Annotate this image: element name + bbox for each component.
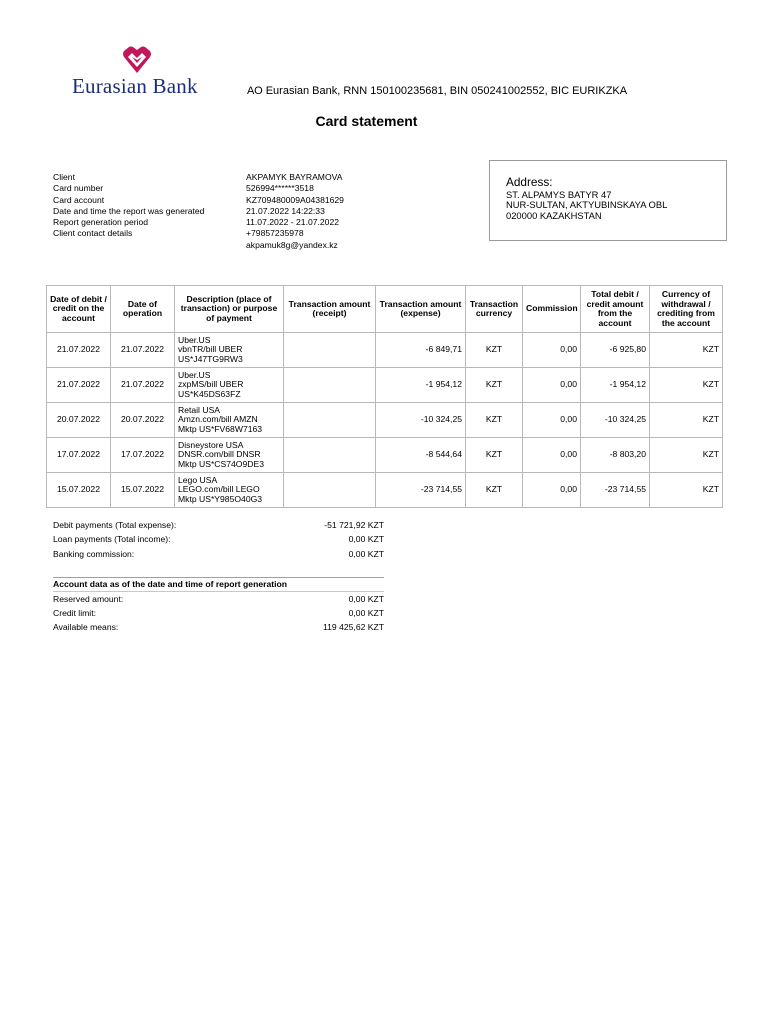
expense-cell: -6 849,71 — [376, 333, 466, 368]
account-row — [53, 608, 384, 622]
page-title: Card statement — [315, 113, 418, 129]
account-data — [53, 577, 384, 637]
address-line: 020000 KAZAKHSTAN — [506, 209, 602, 221]
description-line: Uber.US — [178, 369, 211, 380]
bank-logo-icon — [122, 46, 152, 74]
description-line: DNSR.com/bill DNSR — [178, 449, 261, 460]
column-header: Total debit / credit amount from the account — [581, 286, 650, 333]
client-row — [53, 206, 396, 217]
client-value: 21.07.2022 14:22:33 — [246, 205, 325, 216]
summary-row — [53, 534, 384, 548]
summary-label: Debit payments (Total expense): — [53, 520, 177, 530]
client-row — [53, 195, 396, 206]
commission-cell: 0,00 — [523, 403, 581, 438]
currency-cell: KZT — [466, 403, 523, 438]
account-currency-cell: KZT — [650, 333, 723, 368]
commission-cell: 0,00 — [523, 368, 581, 403]
total-cell: -8 803,20 — [581, 438, 650, 473]
description-line: LEGO.com/bill LEGO — [178, 484, 260, 495]
account-data-heading: Account data as of the date and time of report generation — [53, 578, 384, 592]
payment-summary — [53, 520, 384, 563]
client-value: +79857235978 — [246, 228, 304, 239]
receipt-cell — [284, 333, 376, 368]
column-header: Transaction amount (receipt) — [284, 286, 376, 333]
description-line: Uber.US — [178, 334, 211, 345]
debit-date-cell: 17.07.2022 — [47, 438, 111, 473]
account-label: Available means: — [53, 622, 119, 633]
debit-date-cell: 21.07.2022 — [47, 333, 111, 368]
client-row — [53, 217, 396, 228]
client-label: Client contact details — [53, 228, 133, 239]
account-currency-cell: KZT — [650, 368, 723, 403]
account-row — [53, 594, 384, 608]
currency-cell: KZT — [466, 473, 523, 508]
client-label: Card account — [53, 194, 105, 205]
bank-details: АО Eurasian Bank, RNN 150100235681, BIN 050241002552, BIC EURIKZKA — [247, 85, 628, 97]
account-label: Credit limit: — [53, 608, 96, 619]
receipt-cell — [284, 368, 376, 403]
client-label: Report generation period — [53, 217, 149, 228]
receipt-cell — [284, 473, 376, 508]
client-label: Client — [53, 172, 75, 182]
description-cell — [175, 438, 284, 473]
description-cell — [175, 333, 284, 368]
column-header: Date of operation — [111, 286, 175, 333]
description-line: vbnTR/bill UBER — [178, 344, 243, 355]
column-header: Transaction amount (expense) — [376, 286, 466, 333]
summary-label: Banking commission: — [53, 548, 135, 559]
summary-row — [53, 549, 384, 563]
currency-cell: KZT — [466, 333, 523, 368]
account-currency-cell: KZT — [650, 473, 723, 508]
receipt-cell — [284, 403, 376, 438]
description-line: US*K45DS63FZ — [178, 388, 241, 399]
client-value: KZ709480009A04381629 — [246, 194, 344, 205]
account-currency-cell: KZT — [650, 438, 723, 473]
operation-date-cell: 21.07.2022 — [111, 333, 175, 368]
column-header: Currency of withdrawal / crediting from the account — [650, 286, 723, 333]
currency-cell: KZT — [466, 368, 523, 403]
description-line: US*J47TG9RW3 — [178, 353, 243, 364]
total-cell: -1 954,12 — [581, 368, 650, 403]
debit-date-cell: 21.07.2022 — [47, 368, 111, 403]
account-value: 0,00 KZT — [348, 608, 384, 619]
operation-date-cell: 17.07.2022 — [111, 438, 175, 473]
operation-date-cell: 20.07.2022 — [111, 403, 175, 438]
table-header-row — [47, 286, 723, 333]
address-box — [489, 160, 727, 241]
table-row — [47, 368, 723, 403]
table-row — [47, 473, 723, 508]
bank-logo-text: Eurasian Bank — [72, 74, 198, 98]
commission-cell: 0,00 — [523, 333, 581, 368]
client-row — [53, 240, 396, 251]
summary-row — [53, 520, 384, 534]
client-row — [53, 228, 396, 239]
description-line: Retail USA — [178, 404, 221, 415]
account-label: Reserved amount: — [53, 594, 124, 604]
table-row — [47, 333, 723, 368]
commission-cell: 0,00 — [523, 473, 581, 508]
description-line: zxpMS/bill UBER — [178, 379, 244, 390]
total-cell: -10 324,25 — [581, 403, 650, 438]
address-line: NUR-SULTAN, AKTYUBINSKAYA OBL — [506, 199, 668, 210]
table-row — [47, 403, 723, 438]
expense-cell: -23 714,55 — [376, 473, 466, 508]
total-cell: -23 714,55 — [581, 473, 650, 508]
description-cell — [175, 403, 284, 438]
description-line: Mktp US*Y985O40G3 — [178, 493, 263, 504]
account-row — [53, 622, 384, 636]
description-line: Mktp US*FV68W7163 — [178, 423, 263, 434]
account-currency-cell: KZT — [650, 403, 723, 438]
column-header: Date of debit / credit on the account — [47, 286, 111, 333]
client-row — [53, 172, 396, 183]
description-line: Mktp US*CS74O9DE3 — [178, 458, 264, 469]
total-cell: -6 925,80 — [581, 333, 650, 368]
summary-value: 0,00 KZT — [348, 534, 384, 545]
description-line: Amzn.com/bill AMZN — [178, 414, 258, 425]
client-label: Date and time the report was generated — [53, 205, 205, 216]
expense-cell: -8 544,64 — [376, 438, 466, 473]
summary-value: 0,00 KZT — [348, 548, 384, 559]
account-value: 0,00 KZT — [348, 594, 384, 604]
client-label: Card number — [53, 183, 104, 194]
client-info — [53, 172, 396, 251]
table-row — [47, 438, 723, 473]
operation-date-cell: 21.07.2022 — [111, 368, 175, 403]
debit-date-cell: 15.07.2022 — [47, 473, 111, 508]
client-value: 11.07.2022 - 21.07.2022 — [246, 217, 340, 228]
column-header: Commission — [523, 286, 581, 333]
summary-label: Loan payments (Total income): — [53, 534, 171, 545]
column-header: Description (place of transaction) or purpose of payment — [175, 286, 284, 333]
currency-cell: KZT — [466, 438, 523, 473]
summary-value: -51 721,92 KZT — [324, 520, 384, 530]
description-cell — [175, 368, 284, 403]
address-line: ST. ALPAMYS BATYR 47 — [506, 188, 612, 200]
address-title: Address: — [506, 175, 553, 189]
receipt-cell — [284, 438, 376, 473]
expense-cell: -1 954,12 — [376, 368, 466, 403]
client-value: AKPAMYK BAYRAMOVA — [246, 172, 343, 182]
client-email: akpamuk8g@yandex.kz — [246, 239, 338, 250]
client-row — [53, 183, 396, 194]
column-header: Transaction currency — [466, 286, 523, 333]
transactions-table — [46, 285, 723, 508]
description-line: Disneystore USA — [178, 439, 244, 450]
expense-cell: -10 324,25 — [376, 403, 466, 438]
description-cell — [175, 473, 284, 508]
client-value: 526994******3518 — [246, 183, 314, 194]
operation-date-cell: 15.07.2022 — [111, 473, 175, 508]
commission-cell: 0,00 — [523, 438, 581, 473]
description-line: Lego USA — [178, 474, 218, 485]
account-value: 119 425,62 KZT — [323, 622, 384, 633]
debit-date-cell: 20.07.2022 — [47, 403, 111, 438]
client-label — [53, 240, 246, 251]
